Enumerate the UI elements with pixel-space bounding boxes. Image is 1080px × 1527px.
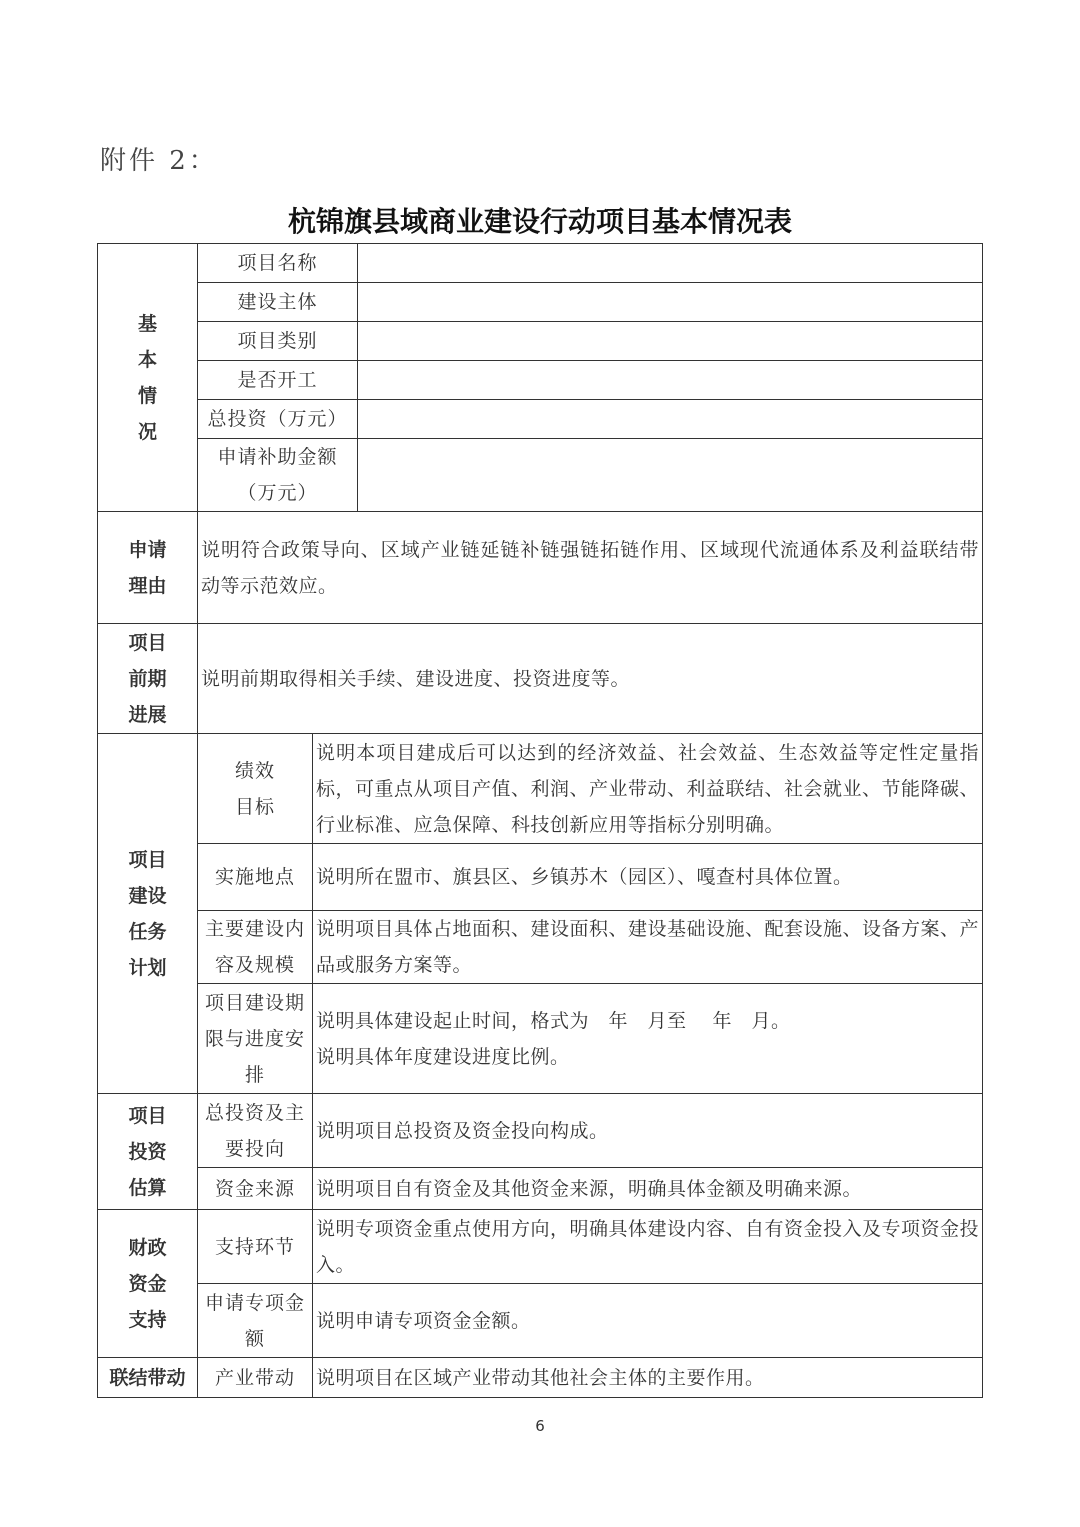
row-performance: [98, 734, 983, 844]
project-info-table: [97, 243, 983, 1398]
value-total-investment: [358, 400, 983, 439]
schedule-text-line2: 说明具体年度建设进度比例。: [316, 1045, 570, 1068]
section-plan-line3: 任务: [128, 920, 167, 943]
special-amount-text: 说明申请专项资金金额。: [313, 1284, 983, 1358]
label-project-name: 项目名称: [198, 244, 358, 283]
section-investment: [98, 1094, 198, 1210]
section-finance-line1: 财政: [128, 1236, 167, 1259]
row-builder: [98, 283, 983, 322]
row-special-amount: [98, 1284, 983, 1358]
label-support: 支持环节: [198, 1210, 313, 1284]
label-linkage: 产业带动: [198, 1358, 313, 1398]
section-plan-line1: 项目: [128, 848, 167, 871]
label-fund-source: 资金来源: [198, 1168, 313, 1210]
row-linkage: [98, 1358, 983, 1398]
investment-direction-text: 说明项目总投资及资金投向构成。: [313, 1094, 983, 1168]
section-plan-line2: 建设: [128, 884, 167, 907]
row-started: [98, 361, 983, 400]
section-linkage: 联结带动: [98, 1358, 198, 1398]
label-special-amount: 申请专项金额: [198, 1284, 313, 1358]
row-progress: [98, 624, 983, 734]
row-investment-direction: [98, 1094, 983, 1168]
label-subsidy-amount: [198, 439, 358, 512]
label-schedule: 项目建设期限与进度安排: [198, 984, 313, 1094]
linkage-text: 说明项目在区域产业带动其他社会主体的主要作用。: [313, 1358, 983, 1398]
section-investment-line1: 项目: [128, 1104, 167, 1127]
section-progress-line2: 前期: [128, 667, 167, 690]
section-finance-line2: 资金: [128, 1272, 167, 1295]
section-plan-line4: 计划: [128, 956, 167, 979]
schedule-text-line1: 说明具体建设起止时间，格式为 年 月至 年 月。: [316, 1009, 791, 1032]
section-basic: [98, 244, 198, 512]
section-investment-line2: 投资: [128, 1140, 167, 1163]
label-started: 是否开工: [198, 361, 358, 400]
value-project-name: [358, 244, 983, 283]
reason-text: 说明符合政策导向、区域产业链延链补链强链拓链作用、区域现代流通体系及利益联结带动等示范效应。: [198, 512, 983, 624]
row-schedule: [98, 984, 983, 1094]
attachment-label: 附件 2：: [100, 146, 218, 176]
value-started: [358, 361, 983, 400]
row-content: [98, 911, 983, 984]
row-category: [98, 322, 983, 361]
section-finance: [98, 1210, 198, 1358]
location-text: 说明所在盟市、旗县区、乡镇苏木（园区）、嘎查村具体位置。: [313, 844, 983, 911]
value-builder: [358, 283, 983, 322]
fund-source-text: 说明项目自有资金及其他资金来源，明确具体金额及明确来源。: [313, 1168, 983, 1210]
label-content: 主要建设内容及规模: [198, 911, 313, 984]
section-progress-line1: 项目: [128, 631, 167, 654]
row-location: [98, 844, 983, 911]
label-total-investment: 总投资（万元）: [198, 400, 358, 439]
label-investment-direction: 总投资及主要投向: [198, 1094, 313, 1168]
label-category: 项目类别: [198, 322, 358, 361]
document-title: 杭锦旗县域商业建设行动项目基本情况表: [287, 205, 792, 238]
performance-text: 说明本项目建成后可以达到的经济效益、社会效益、生态效益等定性定量指标，可重点从项目产值、利润、产业带动、利益联结、社会就业、节能降碳、行业标准、应急保障、科技创新应用等指标分别明确。: [313, 734, 983, 844]
section-reason-line2: 理由: [128, 574, 167, 597]
section-finance-line3: 支持: [128, 1308, 167, 1331]
section-basic-label: 基本情况: [137, 312, 157, 443]
row-subsidy-amount: [98, 439, 983, 512]
label-builder: 建设主体: [198, 283, 358, 322]
row-support: [98, 1210, 983, 1284]
page-number: 6: [535, 1417, 545, 1435]
section-reason-line1: 申请: [128, 538, 167, 561]
value-subsidy-amount: [358, 439, 983, 512]
label-subsidy-amount-line2: （万元）: [237, 482, 318, 504]
value-category: [358, 322, 983, 361]
section-reason: [98, 512, 198, 624]
content-text: 说明项目具体占地面积、建设面积、建设基础设施、配套设施、设备方案、产品或服务方案等。: [313, 911, 983, 984]
row-project-name: [98, 244, 983, 283]
label-performance-line1: 绩效: [234, 759, 275, 782]
row-fund-source: [98, 1168, 983, 1210]
label-performance: [198, 734, 313, 844]
support-text: 说明专项资金重点使用方向，明确具体建设内容、自有资金投入及专项资金投入。: [313, 1210, 983, 1284]
row-total-investment: [98, 400, 983, 439]
progress-text: 说明前期取得相关手续、建设进度、投资进度等。: [198, 624, 983, 734]
section-progress-line3: 进展: [128, 703, 167, 726]
label-performance-line2: 目标: [234, 795, 275, 818]
schedule-text: [313, 984, 983, 1094]
row-reason: [98, 512, 983, 624]
label-subsidy-amount-line1: 申请补助金额: [217, 446, 338, 468]
section-investment-line3: 估算: [128, 1176, 167, 1199]
section-plan: [98, 734, 198, 1094]
section-progress: [98, 624, 198, 734]
label-location: 实施地点: [198, 844, 313, 911]
